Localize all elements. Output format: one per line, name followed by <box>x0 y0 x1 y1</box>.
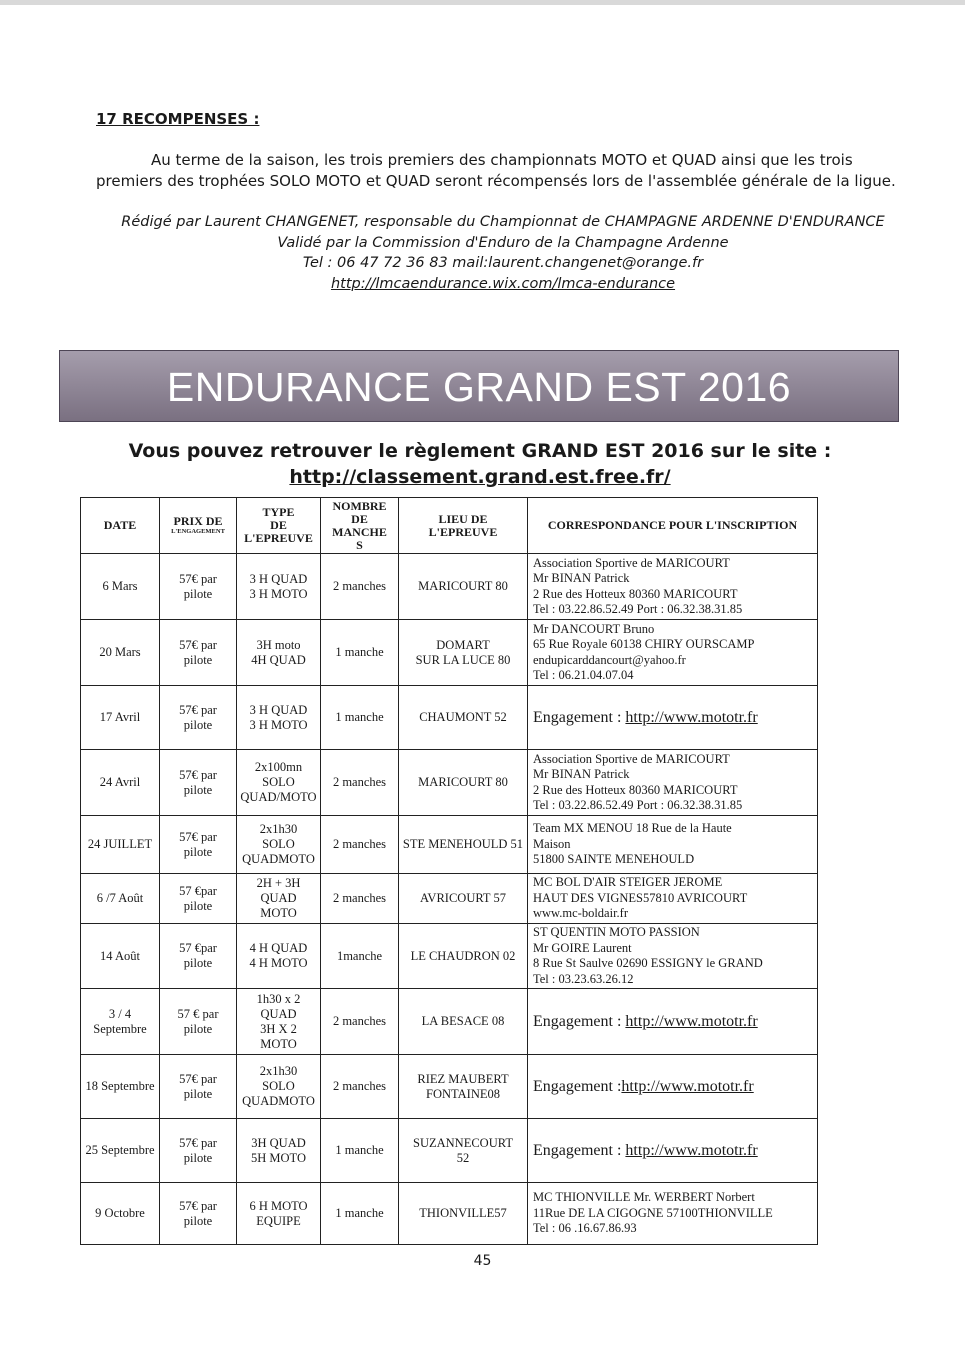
table-row <box>81 686 818 750</box>
cell-manches: 2 manches <box>321 750 399 816</box>
credits-validation: Validé par la Commission d'Enduro de la Champagne Ardenne <box>277 234 729 251</box>
cell-type: 4 H QUAD 4 H MOTO <box>237 924 321 989</box>
table-row <box>81 1055 818 1119</box>
col-header-lieu: LIEU DE L'EPREUVE <box>399 498 528 554</box>
col-header-date: DATE <box>81 498 160 554</box>
cell-correspondance: Association Sportive de MARICOURT Mr BINAN Patrick 2 Rue des Hotteux 80360 MARICOURT Tel : 03.22.86.52.49 Port : 06.32.38.31.85 <box>528 554 818 620</box>
cell-type: 2x100mn SOLO QUAD/MOTO <box>237 750 321 816</box>
cell-date: 25 Septembre <box>81 1119 160 1183</box>
cell-prix: 57 € par pilote <box>160 989 237 1055</box>
table-row <box>81 989 818 1055</box>
cell-lieu: AVRICOURT 57 <box>399 874 528 924</box>
cell-manches: 2 manches <box>321 554 399 620</box>
cell-lieu: THIONVILLE57 <box>399 1183 528 1245</box>
credits-author: Rédigé par Laurent CHANGENET, responsable du Championnat de CHAMPAGNE ARDENNE D'ENDURANCE <box>121 214 885 230</box>
cell-prix: 57 €par pilote <box>160 924 237 989</box>
table-row <box>81 750 818 816</box>
reglement-text: Vous pouvez retrouver le règlement GRAND EST 2016 sur le site : <box>128 440 832 462</box>
cell-manches: 2 manches <box>321 874 399 924</box>
col-header-prix: PRIX DE L'ENGAGEMENT <box>160 498 237 554</box>
cell-manches: 1 manche <box>321 620 399 686</box>
reglement-url-link[interactable]: http://classement.grand.est.free.fr/ <box>289 466 671 488</box>
engagement-link[interactable]: http://www.mototr.fr <box>621 1077 754 1095</box>
cell-lieu: CHAUMONT 52 <box>399 686 528 750</box>
cell-type: 3 H QUAD 3 H MOTO <box>237 686 321 750</box>
cell-correspondance: MC THIONVILLE Mr. WERBERT Norbert 11Rue DE LA CIGOGNE 57100THIONVILLE Tel : 06 .16.67.86.93 <box>528 1183 818 1245</box>
table-row <box>81 1183 818 1245</box>
cell-date: 6 /7 Août <box>81 874 160 924</box>
cell-prix: 57€ par pilote <box>160 1119 237 1183</box>
table-row <box>81 554 818 620</box>
cell-prix: 57€ par pilote <box>160 1055 237 1119</box>
table-row <box>81 1119 818 1183</box>
cell-prix: 57€ par pilote <box>160 816 237 874</box>
cell-prix: 57€ par pilote <box>160 620 237 686</box>
cell-date: 24 Avril <box>81 750 160 816</box>
cell-type: 2x1h30 SOLO QUADMOTO <box>237 816 321 874</box>
engagement-link[interactable]: http://www.mototr.fr <box>625 1141 758 1159</box>
cell-prix: 57 €par pilote <box>160 874 237 924</box>
col-header-type: TYPE DE L'EPREUVE <box>237 498 321 554</box>
table-row <box>81 620 818 686</box>
cell-correspondance: MC BOL D'AIR STEIGER JEROME HAUT DES VIGNES57810 AVRICOURT www.mc-boldair.fr <box>528 874 818 924</box>
cell-date: 9 Octobre <box>81 1183 160 1245</box>
page-number: 45 <box>473 1253 492 1269</box>
cell-prix: 57€ par pilote <box>160 554 237 620</box>
cell-manches: 2 manches <box>321 816 399 874</box>
title-banner: ENDURANCE GRAND EST 2016 <box>59 350 899 422</box>
table-row <box>81 924 818 989</box>
col-header-nombre: NOMBRE DE MANCHE S <box>321 498 399 554</box>
section-heading: 17 RECOMPENSES : <box>96 110 260 128</box>
engagement-link[interactable]: http://www.mototr.fr <box>625 708 758 726</box>
cell-date: 6 Mars <box>81 554 160 620</box>
cell-type: 3 H QUAD 3 H MOTO <box>237 554 321 620</box>
cell-manches: 2 manches <box>321 1055 399 1119</box>
table-row <box>81 874 818 924</box>
cell-type: 6 H MOTO EQUIPE <box>237 1183 321 1245</box>
cell-correspondance: Mr DANCOURT Bruno 65 Rue Royale 60138 CHIRY OURSCAMP endupicarddancourt@yahoo.fr Tel : 06.21.04.07.04 <box>528 620 818 686</box>
cell-type: 3H moto 4H QUAD <box>237 620 321 686</box>
cell-type: 2x1h30 SOLO QUADMOTO <box>237 1055 321 1119</box>
engagement-link[interactable]: http://www.mototr.fr <box>625 1012 758 1030</box>
credits-website-link[interactable]: http://lmcaendurance.wix.com/lmca-endurance <box>330 275 676 292</box>
events-table <box>80 497 818 1245</box>
cell-manches: 2 manches <box>321 989 399 1055</box>
cell-correspondance: Engagement : http://www.mototr.fr <box>528 989 818 1055</box>
cell-date: 17 Avril <box>81 686 160 750</box>
cell-date: 3 / 4 Septembre <box>81 989 160 1055</box>
cell-date: 24 JUILLET <box>81 816 160 874</box>
credits-contact: Tel : 06 47 72 36 83 mail:laurent.changenet@orange.fr <box>302 255 704 271</box>
cell-type: 1h30 x 2 QUAD 3H X 2 MOTO <box>237 989 321 1055</box>
cell-correspondance: Engagement : http://www.mototr.fr <box>528 686 818 750</box>
credits-block <box>96 212 910 294</box>
table-row <box>81 816 818 874</box>
cell-manches: 1 manche <box>321 686 399 750</box>
col-header-correspondance: CORRESPONDANCE POUR L'INSCRIPTION <box>528 498 818 554</box>
cell-type: 2H + 3H QUAD MOTO <box>237 874 321 924</box>
cell-lieu: MARICOURT 80 <box>399 750 528 816</box>
cell-correspondance: Team MX MENOU 18 Rue de la Haute Maison 51800 SAINTE MENEHOULD <box>528 816 818 874</box>
cell-date: 14 Août <box>81 924 160 989</box>
cell-lieu: STE MENEHOULD 51 <box>399 816 528 874</box>
cell-correspondance: Engagement :http://www.mototr.fr <box>528 1055 818 1119</box>
cell-manches: 1 manche <box>321 1119 399 1183</box>
cell-manches: 1manche <box>321 924 399 989</box>
cell-prix: 57€ par pilote <box>160 750 237 816</box>
cell-lieu: LE CHAUDRON 02 <box>399 924 528 989</box>
cell-prix: 57€ par pilote <box>160 1183 237 1245</box>
cell-lieu: RIEZ MAUBERT FONTAINE08 <box>399 1055 528 1119</box>
cell-lieu: MARICOURT 80 <box>399 554 528 620</box>
cell-correspondance: Association Sportive de MARICOURT Mr BINAN Patrick 2 Rue des Hotteux 80360 MARICOURT Tel : 03.22.86.52.49 Port : 06.32.38.31.85 <box>528 750 818 816</box>
cell-lieu: SUZANNECOURT 52 <box>399 1119 528 1183</box>
cell-lieu: LA BESACE 08 <box>399 989 528 1055</box>
section-paragraph: Au terme de la saison, les trois premiers des championnats MOTO et QUAD ainsi que les trois premiers des trophées SOLO MOTO et QUAD seront récompensés lors de l'assemblée générale de la ligue. <box>96 151 896 190</box>
reglement-note <box>60 438 900 490</box>
cell-date: 18 Septembre <box>81 1055 160 1119</box>
cell-manches: 1 manche <box>321 1183 399 1245</box>
cell-correspondance: ST QUENTIN MOTO PASSION Mr GOIRE Laurent 8 Rue St Saulve 02690 ESSIGNY le GRAND Tel : 03.23.63.26.12 <box>528 924 818 989</box>
cell-prix: 57€ par pilote <box>160 686 237 750</box>
cell-date: 20 Mars <box>81 620 160 686</box>
cell-lieu: DOMART SUR LA LUCE 80 <box>399 620 528 686</box>
cell-type: 3H QUAD 5H MOTO <box>237 1119 321 1183</box>
table-header-row <box>81 498 818 554</box>
top-scan-edge <box>0 0 965 5</box>
cell-correspondance: Engagement : http://www.mototr.fr <box>528 1119 818 1183</box>
